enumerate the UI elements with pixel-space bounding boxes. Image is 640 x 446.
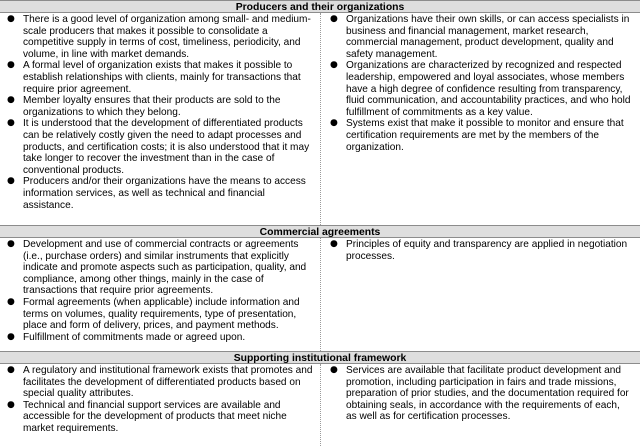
section-header-commercial: Commercial agreements <box>0 225 640 238</box>
producers-left-column <box>0 13 318 211</box>
list-item: ● Producers and/or their organizations have the means to access information services, as well as technical and financial assistance. <box>7 176 306 211</box>
list-item: ● Development and use of commercial contracts or agreements (i.e., purchase orders) and similar instruments that explicitly indicate and promote aspects such as participation, quality, and compliance, among other things, mainly in the case of transactions that require prior agreements. <box>7 239 307 297</box>
bullet-icon: ● <box>7 60 15 71</box>
bullet-icon: ● <box>7 95 15 106</box>
list-item: ● A formal level of organization exists that makes it possible to establish relationships with clients, mainly for transactions that require prior agreement. <box>7 60 301 95</box>
column-divider <box>320 364 321 446</box>
list-item: ● Organizations have their own skills, or can access specialists in business and financial management, market research, commercial management, product development, quality and safety management. <box>330 14 630 60</box>
bullet-icon: ● <box>7 239 15 249</box>
column-divider <box>320 13 321 225</box>
bullet-icon: ● <box>330 239 338 249</box>
institutional-right-column <box>322 364 640 423</box>
bullet-icon: ● <box>330 14 338 24</box>
bullet-icon: ● <box>7 176 15 187</box>
bullet-icon: ● <box>7 118 15 129</box>
list-item: ● It is understood that the development of differentiated products can be relatively costly given the need to adapt processes and products, and certification costs; it is also understood that it may take longer to recover the investment than in the case of conventional products. <box>7 118 310 176</box>
list-item: ● Formal agreements (when applicable) include information and terms on volumes, quality requirements, type of presentation, place and form of delivery, prices, and payment methods. <box>7 296 300 332</box>
list-item: ● Principles of equity and transparency are applied in negotiation processes. <box>330 239 628 262</box>
bullet-icon: ● <box>7 365 15 375</box>
list-item: ● Technical and financial support services are available and accessible for the development of products that meet niche market requirements. <box>7 399 287 434</box>
institutional-left-column <box>0 364 318 435</box>
bullet-icon: ● <box>7 14 15 24</box>
commercial-left-column <box>0 238 318 343</box>
section-header-producers: Producers and their organizations <box>0 0 640 13</box>
commercial-right-column <box>322 238 640 262</box>
bullet-icon: ● <box>7 399 15 410</box>
bullet-icon: ● <box>7 331 15 342</box>
bullet-icon: ● <box>330 118 338 129</box>
list-item: ● There is a good level of organization among small- and medium-scale producers that makes it possible to consolidate a competitive supply in terms of cost, timeliness, periodicity, and volume, in line with market demands. <box>7 14 311 60</box>
list-item: ● Systems exist that make it possible to monitor and ensure that certification requirements are met by the members of the organization. <box>330 118 624 153</box>
list-item: ● Services are available that facilitate product development and promotion, including participation in fairs and trade missions, preparation of prior studies, and the documentation required for obtaining seals, in accordance with the requirements of each, as well as for certification processes. <box>330 365 629 423</box>
column-divider <box>320 238 321 351</box>
section-header-institutional: Supporting institutional framework <box>0 351 640 364</box>
bullet-icon: ● <box>330 365 338 375</box>
list-item: ● Organizations are characterized by recognized and respected leadership, empowered and loyal associates, whose members have a high degree of confidence resulting from transparency, fluid communication, and accountability practices, and who hold fulfillment of commitments as a key value. <box>330 60 631 118</box>
bullet-icon: ● <box>330 60 338 71</box>
bullet-icon: ● <box>7 296 15 307</box>
list-item: ● A regulatory and institutional framework exists that promotes and facilitates the development of differentiated products based on special quality attributes. <box>7 365 313 400</box>
producers-right-column <box>322 13 640 153</box>
list-item: ● Fulfillment of commitments made or agreed upon. <box>7 331 246 343</box>
list-item: ● Member loyalty ensures that their products are sold to the organizations to which they belong. <box>7 95 281 118</box>
